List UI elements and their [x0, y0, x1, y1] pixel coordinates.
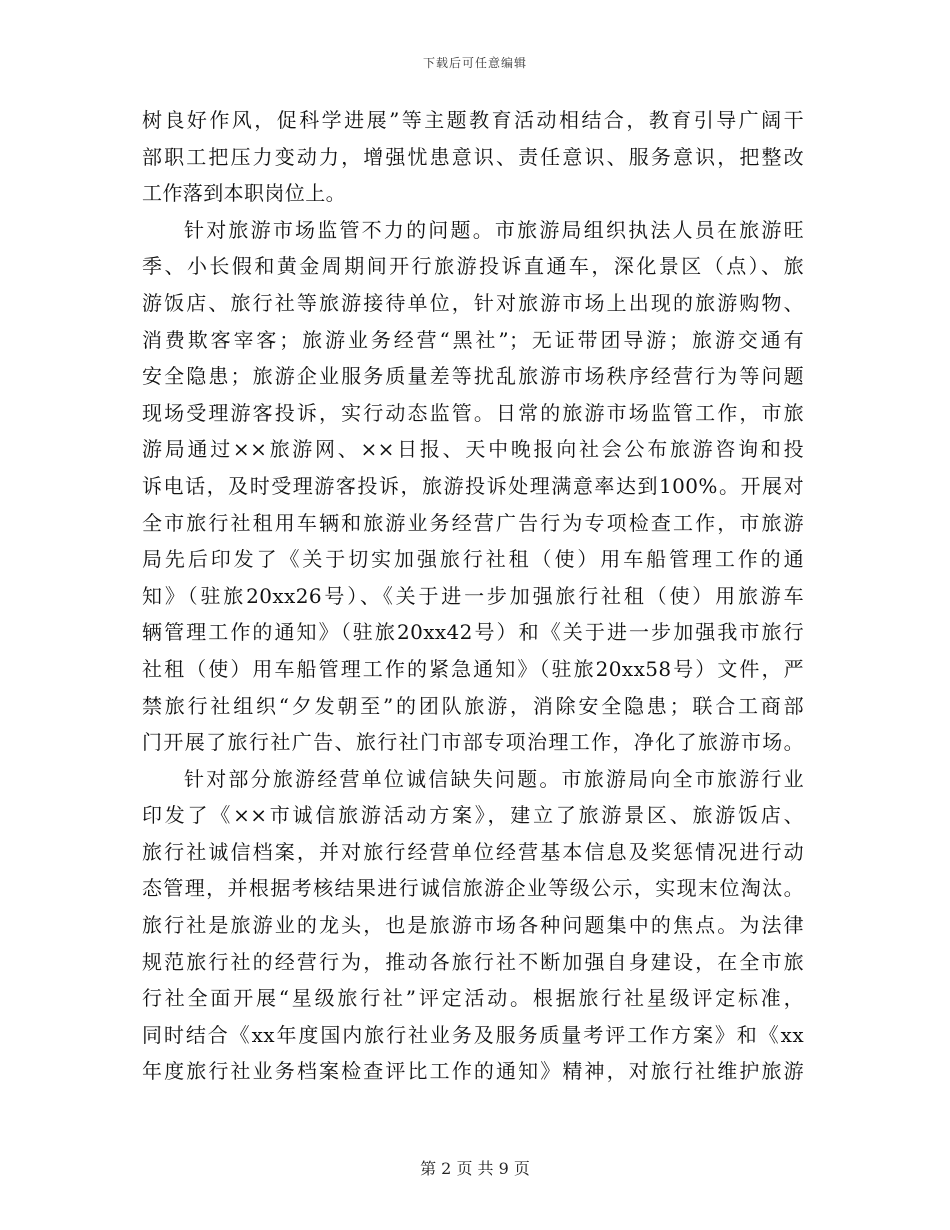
page-header: 下载后可任意编辑 — [422, 56, 527, 70]
text-line: 年度旅行社业务档案检查评比工作的通知》精神，对旅行社维护旅游 — [142, 1059, 804, 1084]
text-line: 社租（使）用车船管理工作的紧急通知》（驻旅20xx58号）文件，严 — [142, 656, 804, 681]
text-line: 部职工把压力变动力，增强忧患意识、责任意识、服务意识，把整改 — [142, 144, 804, 169]
paragraph-first-line: 针对部分旅游经营单位诚信缺失问题。市旅游局向全市旅游行业 — [184, 766, 804, 791]
text-line: 同时结合《xx年度国内旅行社业务及服务质量考评工作方案》和《xx — [142, 1022, 804, 1047]
text-line: 态管理，并根据考核结果进行诚信旅游企业等级公示，实现末位淘汰。 — [142, 876, 804, 901]
document-body — [142, 102, 804, 1090]
text-line: 辆管理工作的通知》（驻旅20xx42号）和《关于进一步加强我市旅行 — [142, 620, 804, 645]
text-line: 知》（驻旅20xx26号）、《关于进一步加强旅行社租（使）用旅游车 — [142, 583, 804, 608]
text-line: 局先后印发了《关于切实加强旅行社租（使）用车船管理工作的通 — [142, 547, 804, 572]
text-line: 印发了《××市诚信旅游活动方案》，建立了旅游景区、旅游饭店、 — [142, 803, 804, 828]
text-line: 消费欺客宰客；旅游业务经营“黑社”；无证带团导游；旅游交通有 — [142, 327, 804, 352]
text-line: 游饭店、旅行社等旅游接待单位，针对旅游市场上出现的旅游购物、 — [142, 290, 804, 315]
text-line: 工作落到本职岗位上。 — [142, 181, 346, 206]
text-line: 旅行社诚信档案，并对旅行经营单位经营基本信息及奖惩情况进行动 — [142, 839, 804, 864]
paragraph-first-line: 针对旅游市场监管不力的问题。市旅游局组织执法人员在旅游旺 — [184, 217, 804, 242]
text-line: 安全隐患；旅游企业服务质量差等扰乱旅游市场秩序经营行为等问题 — [142, 364, 804, 389]
text-line: 旅行社是旅游业的龙头，也是旅游市场各种问题集中的焦点。为法律 — [142, 913, 804, 938]
text-line: 诉电话，及时受理游客投诉，旅游投诉处理满意率达到100%。开展对 — [142, 473, 804, 498]
text-line: 门开展了旅行社广告、旅行社门市部专项治理工作，净化了旅游市场。 — [142, 730, 804, 755]
text-line: 树良好作风，促科学进展”等主题教育活动相结合，教育引导广阔干 — [142, 108, 804, 132]
text-line: 游局通过××旅游网、××日报、天中晚报向社会公布旅游咨询和投 — [142, 437, 804, 462]
text-line: 行社全面开展“星级旅行社”评定活动。根据旅行社星级评定标准， — [142, 986, 804, 1011]
page-number-footer: 第 2 页 共 9 页 — [420, 1159, 530, 1178]
text-line: 规范旅行社的经营行为，推动各旅行社不断加强自身建设，在全市旅 — [142, 949, 804, 974]
text-line: 季、小长假和黄金周期间开行旅游投诉直通车，深化景区（点）、旅 — [142, 254, 804, 279]
text-line: 现场受理游客投诉，实行动态监管。日常的旅游市场监管工作，市旅 — [142, 400, 804, 425]
text-line: 全市旅行社租用车辆和旅游业务经营广告行为专项检查工作，市旅游 — [142, 510, 804, 535]
text-line: 禁旅行社组织“夕发朝至”的团队旅游，消除安全隐患；联合工商部 — [142, 693, 804, 718]
